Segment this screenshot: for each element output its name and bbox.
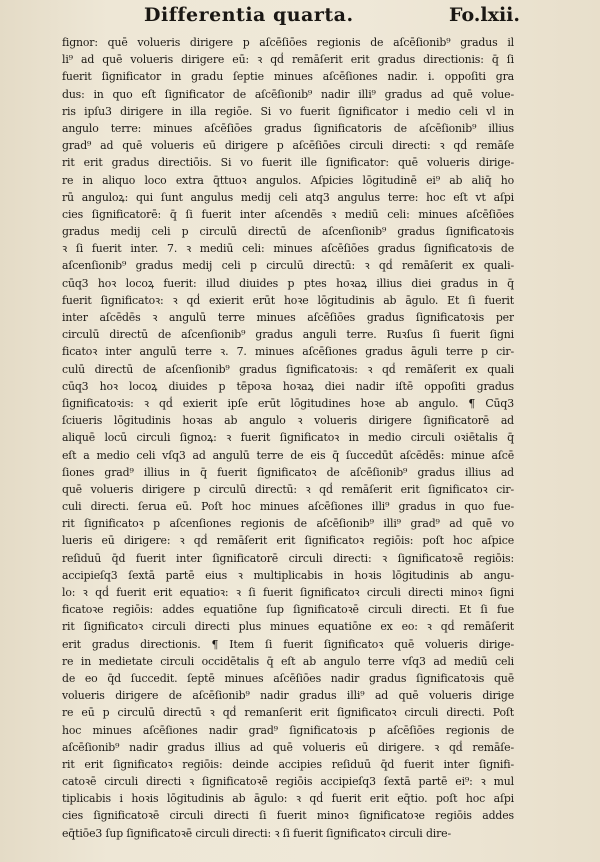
text-line: eq̄tiōe3 ſup ſignificatoꝛē circuli directi: ꝛ ſi fuerit ſignificatoꝛ circuli dire-: [62, 826, 451, 840]
text-line: rit erit ſignificatoꝛ regiōis: deinde accipies reſiduū q̄d fuerit inter ſignifi-: [62, 757, 514, 771]
text-line: dus: in quo eſt ſignificator de aſcēſionib⁹ nadir illi⁹ gradus ad quē volue-: [62, 87, 514, 101]
text-line: ficatoꝛ inter angulū terre ꝛ. 7. minues aſcēſiones gradus āguli terre p cir-: [62, 345, 514, 359]
text-line: ꝛ ſi fuerit inter. 7. ꝛ mediū celi: minues aſcēſiōes gradus ſignificatoꝛis de: [62, 242, 514, 256]
text-line: reſiduū q̄d fuerit inter ſignificatorē circuli directi: ꝛ ſignificatoꝛē regiōis:: [62, 551, 514, 565]
text-line: re in aliquo loco extra q̄ttuoꝛ angulos. Aſpicies lōgitudinē ei⁹ ab aliq̄ ho: [62, 173, 514, 187]
text-line: angulo terre: minues aſcēſiōes gradus ſignificatoris de aſcēſionib⁹ illius: [62, 121, 514, 135]
text-line: hoc minues aſcēſiones nadir grad⁹ ſignificatoꝛis p aſcēſiōes regionis de: [62, 723, 514, 737]
text-line: ſiones grad⁹ illius in q̄ fuerit ſignificatoꝛ de aſcēſionib⁹ gradus illius ad: [62, 465, 514, 479]
text-line: rit ſignificatoꝛ p aſcenſiones regionis de aſcēſionib⁹ illi⁹ grad⁹ ad quē vo: [62, 517, 514, 531]
text-line: quē volueris dirigere p circulū directū: ꝛ qḋ remāſerit erit ſignificatoꝛ cir-: [62, 482, 514, 496]
text-line: gradus medij celi p circulū directū de aſcenſionib⁹ gradus ſignificatoꝛis: [62, 225, 514, 239]
text-line: cies ſignificatoꝛē circuli directi ſi fuerit minoꝛ ſignificatoꝛe regiōis addes: [62, 809, 514, 823]
text-line: culū directū de aſcenſionib⁹ gradus ſignificatoꝛis: ꝛ qḋ remāſerit ex quali: [62, 362, 514, 376]
text-line: tiplicabis i hoꝛis lōgitudinis ab āgulo: ꝛ qḋ fuerit erit eq̄tio. poſt hoc aſpi: [62, 792, 514, 806]
text-line: rit ſignificatoꝛ circuli directi plus minues equatiōne ex eo: ꝛ qḋ remāſerit: [62, 620, 514, 634]
text-line: lo: ꝛ qḋ fuerit erit equatioꝛ: ꝛ ſi fuerit ſignificatoꝛ circuli directi minoꝛ ſigni: [62, 586, 514, 599]
text-line: volueris dirigere de aſcēſionib⁹ nadir gradus illi⁹ ad quē volueris dirige: [62, 689, 514, 703]
text-line: aſcēſionib⁹ nadir gradus illius ad quē volueris eū dirigere. ꝛ qḋ remāſe-: [62, 740, 514, 754]
text-line: aſcenſionib⁹ gradus medij celi p circulū directū: ꝛ qḋ remāſerit ex quali-: [62, 259, 514, 273]
text-line: li⁹ ad quē volueris dirigere eū: ꝛ qḋ remāſerit erit gradus directionis: q̄ ſi: [62, 53, 514, 67]
running-head: Differentia quarta.: [144, 4, 354, 26]
body-text: [62, 34, 514, 842]
text-line: ſignificatoꝛis: ꝛ qḋ exierit ipſe erūt lōgitudines hoꝛe ab angulo. ¶ Cūq3: [62, 396, 514, 410]
text-line: aliquē locū circuli ſignoꝝ: ꝛ fuerit ſignificatoꝛ in medio circuli oꝛiētalis q̄: [62, 431, 514, 445]
text-line: fuerit ſignificator in gradu ſeptie minues aſcēſiones nadir. i. oppoſiti gra: [62, 70, 514, 84]
text-line: cūq3 hoꝛ locoꝝ diuides p tēpoꝛa hoꝛaꝝ diei nadir iſtē oppoſiti gradus: [62, 379, 514, 393]
text-line: fignor: quē volueris dirigere p aſcēſiōes regionis de aſcēſionib⁹ gradus il: [62, 36, 514, 49]
text-line: de eo q̄d ſuccedit. ſeptē minues aſcēſiōes nadir gradus ſignificatoꝛis quē: [62, 671, 514, 685]
text-line: re in medietate circuli occidētalis q̄ eſt ab angulo terre vſq3 ad mediū celi: [62, 654, 514, 668]
text-line: cūq3 hoꝛ locoꝝ fuerit: illud diuides p ptes hoꝛaꝝ illius diei gradus in q̄: [62, 276, 514, 290]
text-line: inter aſcēdēs ꝛ angulū terre minues aſcēſiōes gradus ſignificatoꝛis per: [62, 311, 514, 324]
text-line: rū anguloꝝ: qui ſunt angulus medij celi atq3 angulus terre: hoc eſt vt aſpi: [62, 190, 514, 204]
text-line: grad⁹ ad quē volueris eū dirigere p aſcēſiōes circuli directi: ꝛ qḋ remāſe: [62, 139, 514, 153]
text-line: circulū directū de aſcenſionib⁹ gradus anguli terre. Ruꝛſus ſi fuerit ſigni: [62, 328, 514, 342]
folio-number: Fo.lxii.: [449, 4, 520, 26]
text-line: rit erit gradus directiōis. Si vo fuerit ille ſignificator: quē volueris dirige-: [62, 156, 514, 170]
page-header: [140, 4, 520, 28]
text-line: fuerit ſignificatoꝛ: ꝛ qḋ exierit erūt hoꝛe lōgitudinis ab āgulo. Et ſi fuerit: [62, 293, 514, 307]
text-line: cies ſignificatorē: q̄ ſi fuerit inter aſcendēs ꝛ mediū celi: minues aſcēſiōes: [62, 207, 514, 221]
text-line: re eū p circulū directū ꝛ qḋ remanſerit erit ſignificatoꝛ circuli directi. Poſt: [62, 706, 514, 720]
text-line: ficatoꝛe regiōis: addes equatiōne ſup ſignificatoꝛē circuli directi. Et ſi fue: [62, 603, 514, 617]
text-line: lueris eū dirigere: ꝛ qḋ remāſerit erit ſignificatoꝛ regiōis: poſt hoc aſpice: [62, 534, 514, 548]
text-line: erit gradus directionis. ¶ Item ſi fuerit ſignificatoꝛ quē volueris dirige-: [62, 637, 514, 651]
text-line: ris ipſu3 dirigere in illa regiōe. Si vo fuerit ſignificator i medio celi vl in: [62, 104, 514, 118]
text-line: culi directi. ſerua eū. Poſt hoc minues aſcēſiones illi⁹ gradus in quo fue-: [62, 500, 514, 514]
text-line: accipieſq3 ſextā partē eius ꝛ multiplicabis in hoꝛis lōgitudinis ab angu-: [62, 568, 514, 582]
text-line: eſt a medio celi vſq3 ad angulū terre de eis q̄ ſuccedūt aſcēdēs: minue aſcē: [62, 448, 514, 462]
text-line: ſciueris lōgitudinis hoꝛas ab angulo ꝛ volueris dirigere ſignificatorē ad: [62, 414, 514, 428]
text-line: catoꝛē circuli directi ꝛ ſignificatoꝛē regiōis accipieſq3 ſextā partē ei⁹: ꝛ mul: [62, 775, 514, 789]
